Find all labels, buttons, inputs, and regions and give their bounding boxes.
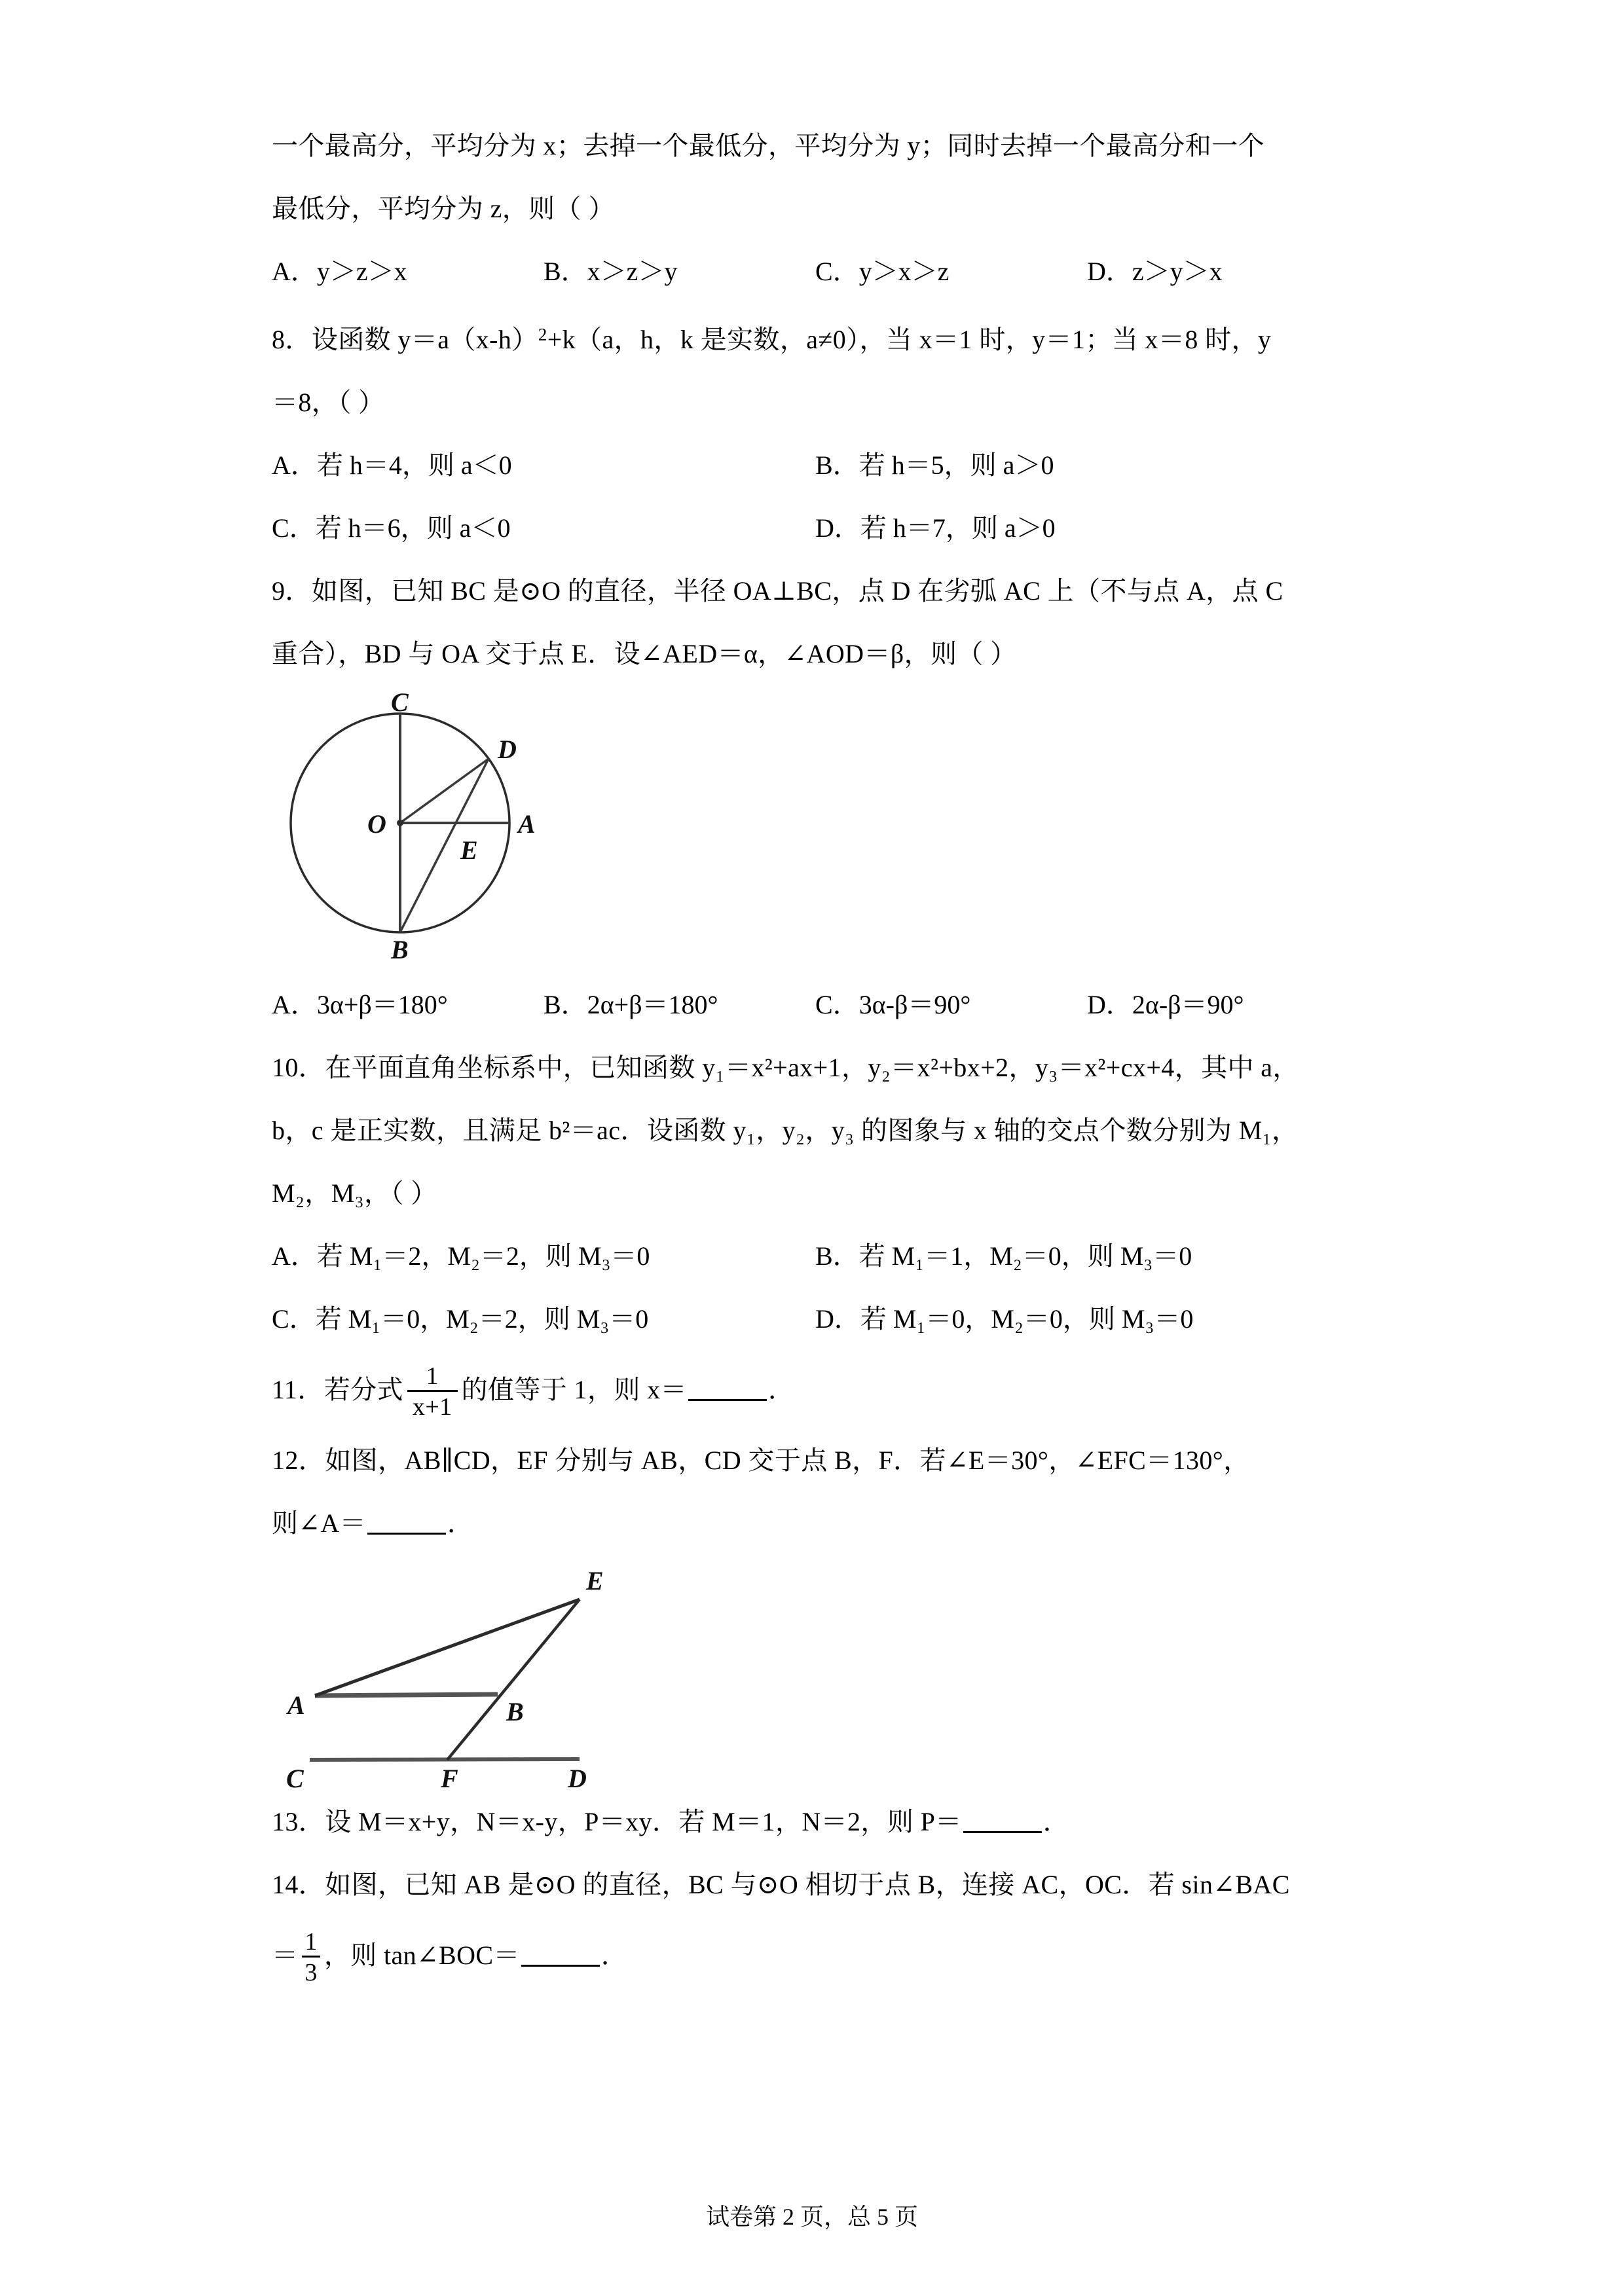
question-10-options-row-1 bbox=[272, 1225, 1359, 1288]
option-a-letter: A bbox=[272, 257, 291, 286]
question-12-text-2: 则∠A＝ bbox=[272, 1508, 367, 1539]
fraction-numerator: 1 bbox=[426, 1362, 439, 1390]
question-12-line-2 bbox=[272, 1492, 1359, 1555]
question-12-period: ． bbox=[447, 1508, 474, 1539]
option-a-text: 若 h＝4，则 a＜0 bbox=[316, 450, 512, 481]
option-c-text: 若 M₁＝0，M₂＝2，则 M₃＝0 bbox=[315, 1304, 649, 1334]
option-b-letter: B bbox=[544, 990, 561, 1020]
answer-blank[interactable] bbox=[688, 1399, 767, 1401]
page-content bbox=[272, 115, 1359, 1995]
label-f: F bbox=[441, 1764, 458, 1794]
label-b: B bbox=[391, 935, 409, 965]
question-12-text-1: 如图，AB∥CD，EF 分别与 AB，CD 交于点 B，F．若∠E＝30°，∠EFC＝130°， bbox=[325, 1446, 1250, 1476]
option-b[interactable]: B．若 h＝5，则 a＞0 bbox=[815, 450, 1054, 481]
label-a: A bbox=[518, 809, 536, 839]
option-a-text: 若 M₁＝2，M₂＝2，则 M₃＝0 bbox=[316, 1241, 650, 1271]
option-d[interactable]: D．若 M₁＝0，M₂＝0，则 M₃＝0 bbox=[815, 1304, 1194, 1334]
center-point-o bbox=[397, 820, 403, 826]
question-13-number: 13． bbox=[272, 1807, 325, 1837]
fraction-one-third bbox=[302, 1929, 320, 1985]
question-8-formula-exponent: 2 bbox=[538, 325, 547, 344]
option-d-letter: D bbox=[815, 513, 834, 543]
option-c-letter: C bbox=[272, 513, 289, 543]
question-14-line-2 bbox=[272, 1916, 1359, 1995]
question-10-line-3: M₂，M₃，（ ） bbox=[272, 1178, 437, 1209]
question-13 bbox=[272, 1791, 1359, 1853]
question-14-period: ． bbox=[600, 1941, 628, 1971]
question-7-line-1: 一个最高分，平均分为 x；去掉一个最低分，平均分为 y；同时去掉一个最高分和一个 bbox=[272, 131, 1264, 160]
option-b[interactable]: B．x＞z＞y bbox=[544, 257, 678, 286]
label-e: E bbox=[586, 1566, 604, 1596]
option-c-letter: C bbox=[815, 990, 833, 1020]
question-8-options-row-2 bbox=[272, 497, 1359, 560]
option-d-letter: D bbox=[1087, 990, 1106, 1020]
option-d-letter: D bbox=[1087, 257, 1106, 286]
option-b-text: 2α+β＝180° bbox=[587, 990, 718, 1020]
question-9-number: 9． bbox=[272, 576, 312, 606]
option-c[interactable]: C．若 h＝6，则 a＜0 bbox=[272, 513, 511, 543]
option-b-text: x＞z＞y bbox=[587, 257, 678, 286]
question-11-number: 11． bbox=[272, 1375, 324, 1405]
option-d-text: 若 h＝7，则 a＞0 bbox=[860, 513, 1056, 543]
option-c[interactable]: C．若 M₁＝0，M₂＝2，则 M₃＝0 bbox=[272, 1304, 649, 1334]
question-14-text-2: ，则 tan∠BOC＝ bbox=[323, 1941, 520, 1971]
fraction-one-over-x-plus-one bbox=[407, 1364, 458, 1419]
question-8-number: 8． bbox=[272, 325, 312, 355]
option-c-letter: C bbox=[815, 257, 833, 286]
option-a[interactable]: A．y＞z＞x bbox=[272, 257, 407, 286]
option-b-letter: B bbox=[815, 1241, 833, 1271]
option-a-text: y＞z＞x bbox=[316, 257, 407, 286]
option-d[interactable]: D．z＞y＞x bbox=[1087, 257, 1223, 286]
option-d-letter: D bbox=[815, 1304, 834, 1334]
question-10-line-2: b，c 是正实数，且满足 b²＝ac．设函数 y₁，y₂，y₃ 的图象与 x 轴的交点个数分别为 M₁， bbox=[272, 1116, 1299, 1146]
answer-blank[interactable] bbox=[367, 1533, 446, 1535]
option-b[interactable]: B．2α+β＝180° bbox=[544, 990, 718, 1020]
option-a[interactable]: A．若 M₁＝2，M₂＝2，则 M₃＝0 bbox=[272, 1241, 650, 1271]
question-11-text-after: 的值等于 1，则 x＝ bbox=[461, 1375, 687, 1405]
question-9-options bbox=[272, 974, 1359, 1036]
option-a-letter: A bbox=[272, 990, 291, 1020]
question-8-stem-mid: （a，h，k 是实数，a≠0），当 x＝1 时，y＝1；当 x＝8 时，y bbox=[576, 325, 1272, 355]
question-8-options-row-1 bbox=[272, 434, 1359, 497]
option-b-text: 若 M₁＝1，M₂＝0，则 M₃＝0 bbox=[858, 1241, 1192, 1271]
parallel-lines-diagram bbox=[272, 1555, 1359, 1794]
question-14-number: 14． bbox=[272, 1870, 325, 1900]
question-14-text-1: 如图，已知 AB 是⊙O 的直径，BC 与⊙O 相切于点 B，连接 AC，OC．若 sin∠BAC bbox=[325, 1870, 1290, 1900]
question-12-line-1 bbox=[272, 1429, 1359, 1492]
segment-od bbox=[400, 759, 489, 823]
question-8-formula-rest: +k bbox=[547, 325, 576, 355]
option-c-text: 若 h＝6，则 a＜0 bbox=[315, 513, 511, 543]
fraction-numerator: 1 bbox=[304, 1927, 318, 1956]
parallel-lines-svg bbox=[272, 1555, 638, 1794]
option-c-text: y＞x＞z bbox=[858, 257, 950, 286]
question-9-line-1 bbox=[272, 560, 1359, 623]
option-c-text: 3α‑β＝90° bbox=[858, 990, 971, 1020]
option-d[interactable]: D．2α‑β＝90° bbox=[1087, 990, 1244, 1020]
option-d-text: 2α‑β＝90° bbox=[1132, 990, 1244, 1020]
option-c[interactable]: C．3α‑β＝90° bbox=[815, 990, 971, 1020]
question-11-period: ． bbox=[767, 1375, 795, 1405]
question-11 bbox=[272, 1351, 1359, 1429]
option-a[interactable]: A．3α+β＝180° bbox=[272, 990, 448, 1020]
question-14-line-1 bbox=[272, 1853, 1359, 1916]
answer-blank[interactable] bbox=[521, 1965, 600, 1967]
answer-blank[interactable] bbox=[963, 1831, 1042, 1833]
option-a-letter: A bbox=[272, 450, 291, 481]
option-b-letter: B bbox=[544, 257, 561, 286]
fraction-denominator: 3 bbox=[302, 1956, 320, 1985]
question-10-options-row-2 bbox=[272, 1288, 1359, 1351]
question-12-number: 12． bbox=[272, 1446, 325, 1476]
question-7-options bbox=[272, 240, 1359, 303]
option-d[interactable]: D．若 h＝7，则 a＞0 bbox=[815, 513, 1056, 543]
option-c-letter: C bbox=[272, 1304, 289, 1334]
option-b-letter: B bbox=[815, 450, 833, 481]
option-a-text: 3α+β＝180° bbox=[316, 990, 448, 1020]
question-13-period: ． bbox=[1043, 1807, 1070, 1837]
question-13-text: 设 M＝x+y，N＝x‑y，P＝xy．若 M＝1，N＝2，则 P＝ bbox=[325, 1807, 962, 1837]
label-c: C bbox=[286, 1764, 304, 1794]
option-a-letter: A bbox=[272, 1241, 291, 1271]
question-10-line-1 bbox=[272, 1036, 1359, 1099]
question-10-text-1: 在平面直角坐标系中，已知函数 y₁＝x²+ax+1，y₂＝x²+bx+2，y₃＝x²+cx+4，其中 a， bbox=[325, 1053, 1299, 1083]
question-7-line-2: 最低分，平均分为 z，则（ ） bbox=[272, 194, 615, 223]
question-9-line-2: 重合），BD 与 OA 交于点 E．设∠AED＝α，∠AOD＝β，则（ ） bbox=[272, 639, 1017, 669]
label-e: E bbox=[460, 835, 478, 866]
question-8-formula: y＝a（x‑h） bbox=[397, 325, 538, 355]
question-14-equals: ＝ bbox=[272, 1941, 299, 1971]
label-c: C bbox=[391, 687, 409, 718]
option-b[interactable]: B．若 M₁＝1，M₂＝0，则 M₃＝0 bbox=[815, 1241, 1192, 1271]
label-b: B bbox=[506, 1697, 524, 1727]
segment-cd bbox=[310, 1759, 580, 1760]
label-a: A bbox=[287, 1690, 305, 1721]
question-8-stem-tail: ＝8，（ ） bbox=[272, 388, 385, 418]
option-d-text: 若 M₁＝0，M₂＝0，则 M₃＝0 bbox=[860, 1304, 1194, 1334]
fraction-denominator: x+1 bbox=[407, 1390, 458, 1419]
question-8-stem bbox=[272, 303, 1359, 371]
label-o: O bbox=[367, 809, 386, 839]
label-d: D bbox=[568, 1764, 587, 1794]
option-a[interactable]: A．若 h＝4，则 a＜0 bbox=[272, 450, 512, 481]
question-8-stem-prefix: 设函数 bbox=[311, 325, 398, 355]
label-d: D bbox=[498, 735, 517, 765]
circle-diagram-svg bbox=[272, 685, 612, 974]
page-footer: 试卷第 2 页，总 5 页 bbox=[705, 2204, 918, 2230]
question-11-text-before: 若分式 bbox=[323, 1375, 403, 1405]
segment-ab bbox=[315, 1694, 498, 1696]
circle-diagram bbox=[272, 685, 1359, 974]
option-b-text: 若 h＝5，则 a＞0 bbox=[858, 450, 1054, 481]
question-9-text-1: 如图，已知 BC 是⊙O 的直径，半径 OA⊥BC，点 D 在劣弧 AC 上（不与点 A，点 C bbox=[311, 576, 1283, 606]
option-d-text: z＞y＞x bbox=[1132, 257, 1223, 286]
question-10-number: 10． bbox=[272, 1053, 325, 1083]
option-c[interactable]: C．y＞x＞z bbox=[815, 257, 950, 286]
